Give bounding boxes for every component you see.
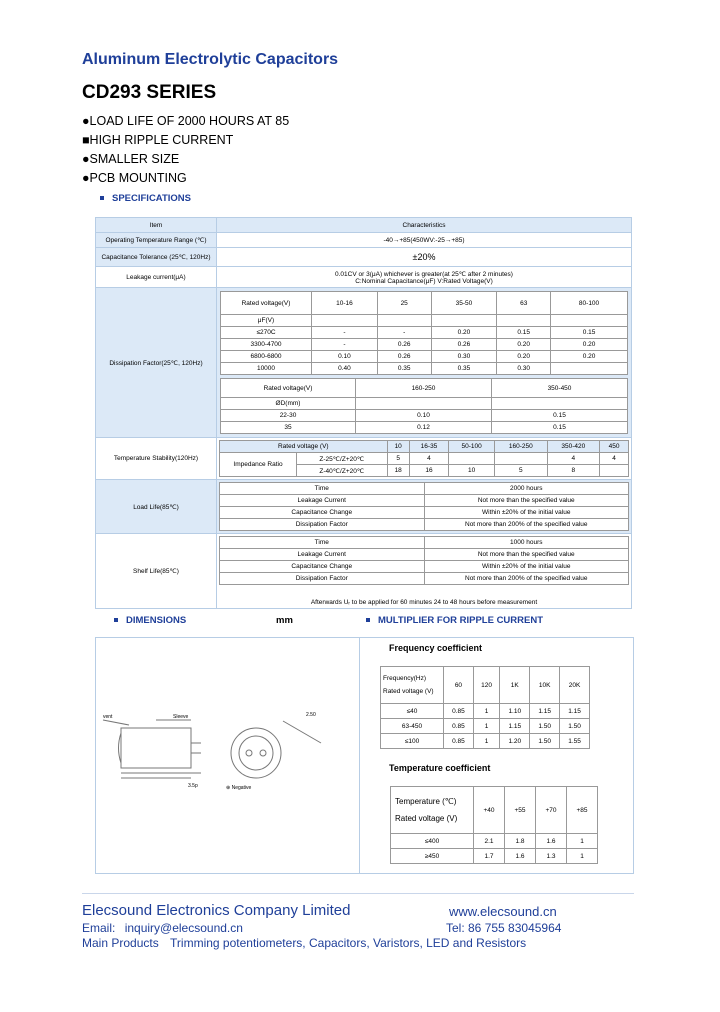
feature-item: ■HIGH RIPPLE CURRENT <box>82 133 234 147</box>
table-row: 22-30 0.10 0.15 <box>221 410 628 422</box>
table-row: Time 2000 hours <box>220 483 629 495</box>
df1-header: 80-100 <box>551 292 628 315</box>
products-row <box>82 936 526 950</box>
dissipation-cell <box>217 288 632 438</box>
table-row: Impedance Ratio Z-25℃/Z+20℃ 5 4 4 4 <box>220 453 629 465</box>
temp-stability-table <box>219 440 629 477</box>
temperature-title: Temperature coefficient <box>389 763 491 773</box>
temperature-corner: Temperature (℃) Rated voltage (V) <box>391 787 474 834</box>
multiplier-heading: MULTIPLIER FOR RIPPLE CURRENT <box>366 615 543 626</box>
website-link[interactable]: www.elecsound.cn <box>449 904 557 919</box>
capacitor-top-inner <box>239 736 273 770</box>
table-row: Capacitance Change Within ±20% of the initial value <box>220 507 629 519</box>
table-row: ≤40 0.85 1 1.10 1.15 1.15 <box>381 704 590 719</box>
temp-header: 160-250 <box>495 441 548 453</box>
feature-item: ●PCB MOUNTING <box>82 171 187 185</box>
temp-col: +55 <box>505 787 536 834</box>
shelf-life-table <box>219 536 629 585</box>
freq-col: 20K <box>560 667 590 704</box>
dissipation-table-2 <box>220 378 628 434</box>
dim-leader <box>283 721 321 743</box>
frequency-title: Frequency coefficient <box>389 643 483 653</box>
df1-header: 63 <box>497 292 551 315</box>
freq-col: 10K <box>530 667 560 704</box>
table-row: Leakage Current Not more than the specified value <box>220 549 629 561</box>
temp-header: 350-420 <box>547 441 600 453</box>
vent-label: vent <box>103 714 113 720</box>
table-row: ≥450 1.7 1.6 1.3 1 <box>391 849 598 864</box>
footer-divider <box>82 893 634 894</box>
bullet-square-icon <box>100 196 104 200</box>
frequency-table <box>380 666 590 749</box>
feature-item: ●LOAD LIFE OF 2000 HOURS AT 85 <box>82 114 290 128</box>
temp-col: +40 <box>474 787 505 834</box>
shelf-life-cell <box>217 534 632 609</box>
df1-subheader: μF(V) <box>221 315 312 327</box>
polarity-label: ⊕ Negative <box>226 785 252 791</box>
temp-header: 450 <box>600 441 629 453</box>
shelf-life-label: Shelf Life(85℃) <box>96 534 217 609</box>
df2-header: 350-450 <box>492 379 628 398</box>
dissipation-table-1 <box>220 291 628 375</box>
temp-col: +85 <box>567 787 598 834</box>
dimensions-unit: mm <box>276 615 293 626</box>
specifications-heading: SPECIFICATIONS <box>100 193 191 204</box>
load-life-cell <box>217 480 632 534</box>
products-list: Trimming potentiometers, Capacitors, Varistors, LED and Resistors <box>170 936 527 950</box>
bullet-square-icon <box>114 618 118 622</box>
shelf-note: Afterwards Uᵣ to be applied for 60 minutes 24 to 48 hours before measurement <box>310 599 538 606</box>
temp-header: 10 <box>387 441 409 453</box>
table-row: Capacitance Change Within ±20% of the initial value <box>220 561 629 573</box>
leakage-value: 0.01CV or 3(μA) whichever is greater(at 25℃ after 2 minutes) C:Nominal Capacitance(μF) V:Rated Voltage(V) <box>217 267 632 288</box>
temp-stability-cell <box>217 438 632 480</box>
dissipation-label: Dissipation Factor(25℃, 120Hz) <box>96 288 217 438</box>
feature-list <box>82 112 289 188</box>
specifications-table <box>95 217 632 609</box>
dim-a-label: 3.5p <box>188 783 198 789</box>
vent-leader <box>103 720 129 725</box>
bullet-square-icon <box>366 618 370 622</box>
table-row: ≤100 0.85 1 1.20 1.50 1.55 <box>381 734 590 749</box>
divider <box>359 638 360 873</box>
freq-col: 120 <box>473 667 499 704</box>
temp-header: 16-35 <box>409 441 448 453</box>
load-life-table <box>219 482 629 531</box>
table-row: 10000 0.40 0.35 0.35 0.30 <box>221 363 628 375</box>
series-title: CD293 SERIES <box>82 82 217 103</box>
dim-b-label: 2.50 <box>306 712 316 718</box>
temp-header: 50-100 <box>449 441 495 453</box>
table-row: Time 1000 hours <box>220 537 629 549</box>
temperature-table <box>390 786 598 864</box>
cap-tol-label: Capacitance Tolerance (25℃, 120Hz) <box>96 248 217 267</box>
freq-col: 1K <box>500 667 530 704</box>
df1-header: 25 <box>377 292 431 315</box>
table-row: 63-450 0.85 1 1.15 1.50 1.50 <box>381 719 590 734</box>
pin-hole <box>246 750 252 756</box>
company-name: Elecsound Electronics Company Limited <box>82 902 351 919</box>
document-title: Aluminum Electrolytic Capacitors <box>82 51 339 68</box>
col-item-header: Item <box>96 218 217 233</box>
dimensions-multiplier-box <box>95 637 634 874</box>
df1-header: 35-50 <box>431 292 497 315</box>
email-label: Email: <box>82 921 116 935</box>
sleeve-label: Sleeve <box>173 714 189 720</box>
table-row: Dissipation Factor Not more than 200% of the specified value <box>220 573 629 585</box>
telephone: Tel: 86 755 83045964 <box>446 921 562 935</box>
df1-header: 10-16 <box>312 292 378 315</box>
load-life-label: Load Life(85℃) <box>96 480 217 534</box>
table-row: ≤270C - - 0.20 0.15 0.15 <box>221 327 628 339</box>
df2-subheader: ØD(mm) <box>221 398 356 410</box>
email-link[interactable]: inquiry@elecsound.cn <box>124 921 243 935</box>
freq-col: 60 <box>444 667 474 704</box>
table-row: Z-40℃/Z+20℃ 18 16 10 5 8 <box>220 465 629 477</box>
table-row: 3300-4700 - 0.26 0.26 0.20 0.20 <box>221 339 628 351</box>
op-temp-label: Operating Temperature Range (℃) <box>96 233 217 248</box>
cap-tol-value: ±20% <box>217 248 632 267</box>
temp-header: Rated voltage (V) <box>220 441 388 453</box>
capacitor-body <box>121 728 191 768</box>
df2-header: 160-250 <box>356 379 492 398</box>
pin-hole <box>260 750 266 756</box>
dimensions-heading: DIMENSIONS <box>114 615 186 626</box>
impedance-ratio-label: Impedance Ratio <box>220 453 297 477</box>
op-temp-value: -40→+85(450WV:-25→+85) <box>217 233 632 248</box>
leakage-label: Leakage current(μA) <box>96 267 217 288</box>
col-char-header: Characteristics <box>217 218 632 233</box>
table-row: ≤400 2.1 1.8 1.6 1 <box>391 834 598 849</box>
frequency-corner: Frequency(Hz) Rated voltage (V) <box>381 667 444 704</box>
temp-col: +70 <box>536 787 567 834</box>
table-row: 35 0.12 0.15 <box>221 422 628 434</box>
feature-item: ●SMALLER SIZE <box>82 152 180 166</box>
table-row: 6800-6800 0.10 0.26 0.30 0.20 0.20 <box>221 351 628 363</box>
products-label: Main Products <box>82 936 159 950</box>
capacitor-drawing <box>101 703 351 813</box>
table-row: Dissipation Factor Not more than 200% of the specified value <box>220 519 629 531</box>
df1-header: Rated voltage(V) <box>221 292 312 315</box>
email-row <box>82 921 243 935</box>
temp-stability-label: Temperature Stability(120Hz) <box>96 438 217 480</box>
df2-header: Rated voltage(V) <box>221 379 356 398</box>
table-row: Leakage Current Not more than the specified value <box>220 495 629 507</box>
